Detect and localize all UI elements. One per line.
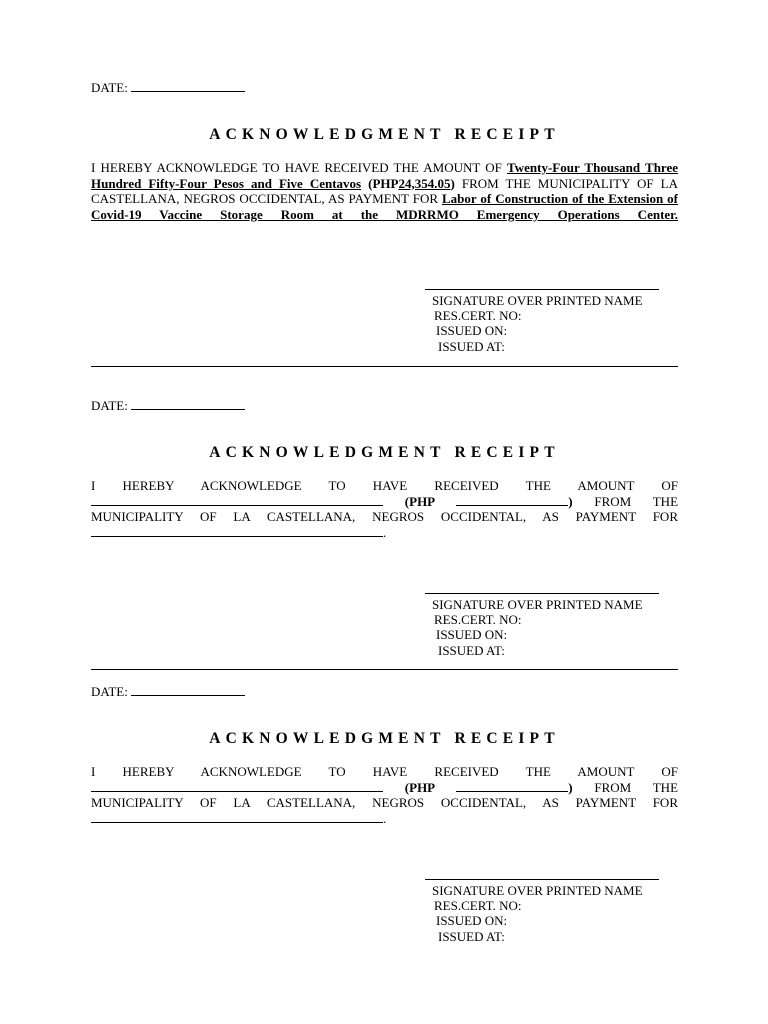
issued-at-label: ISSUED AT: <box>438 338 505 354</box>
body-line-3: MUNICIPALITY OF LA CASTELLANA, NEGROS OCCIDENTAL, AS PAYMENT FOR <box>91 795 678 810</box>
date-row <box>91 80 678 96</box>
php-open: (PHP <box>368 175 399 191</box>
date-row <box>91 398 678 414</box>
date-label: DATE: <box>91 684 128 699</box>
purpose-blank <box>91 525 383 537</box>
body-line-1: I HEREBY ACKNOWLEDGE TO HAVE RECEIVED THE AMOUNT OF <box>91 478 678 493</box>
purpose-blank <box>91 811 383 823</box>
date-label: DATE: <box>91 398 128 413</box>
php-close: ) <box>450 175 455 191</box>
php-label <box>405 780 573 795</box>
issued-at-label: ISSUED AT: <box>438 928 505 944</box>
body-line-2 <box>91 494 678 510</box>
signature-caption: SIGNATURE OVER PRINTED NAME <box>432 883 643 898</box>
signature-line <box>425 879 659 880</box>
body-from: FROM THE <box>594 779 679 795</box>
body-line-2 <box>91 780 678 796</box>
body-line-1: I HEREBY ACKNOWLEDGE TO HAVE RECEIVED THE AMOUNT OF <box>91 764 678 779</box>
period: . <box>383 524 387 540</box>
php-close: ) <box>568 493 573 509</box>
divider <box>91 669 678 670</box>
receipt-3 <box>91 684 679 944</box>
body-from: FROM THE MUNICIPALITY OF LA CASTELLANA, NEGROS OCCIDENTAL, AS PAYMENT FOR <box>91 175 678 206</box>
date-label: DATE: <box>91 80 128 95</box>
period: . <box>383 810 387 826</box>
signature-caption: SIGNATURE OVER PRINTED NAME <box>432 293 643 308</box>
signature-caption: SIGNATURE OVER PRINTED NAME <box>432 597 643 612</box>
body-from: FROM THE <box>594 493 679 509</box>
signature-line <box>425 289 659 290</box>
receipt-body <box>91 478 678 540</box>
receipt-1 <box>91 80 678 354</box>
res-cert-label: RES.CERT. NO: <box>434 308 522 324</box>
amount-figure-blank <box>456 780 568 792</box>
date-blank-line <box>131 684 245 696</box>
signature-block <box>425 289 659 354</box>
php-open: (PHP <box>404 779 435 795</box>
body-line-3: MUNICIPALITY OF LA CASTELLANA, NEGROS OCCIDENTAL, AS PAYMENT FOR <box>91 509 678 524</box>
receipt-2 <box>91 398 679 658</box>
payment-purpose: Labor of Construction of the Extension of Covid-19 Vaccine Storage Room at the MDRRMO Emergency Operations Center. <box>91 191 678 222</box>
receipt-title: ACKNOWLEDGMENT RECEIPT <box>209 126 560 143</box>
amount-figure: 24,354.05 <box>398 175 451 191</box>
receipt-title: ACKNOWLEDGMENT RECEIPT <box>209 730 560 747</box>
date-blank-line <box>131 80 245 92</box>
amount-words-blank <box>91 494 383 506</box>
divider <box>91 366 678 367</box>
php-close: ) <box>568 779 573 795</box>
issued-on-label: ISSUED ON: <box>436 323 508 339</box>
php-open: (PHP <box>404 493 435 509</box>
amount-words-blank <box>91 780 383 792</box>
date-blank-line <box>131 398 245 410</box>
signature-line <box>425 593 659 594</box>
amount-in-words: Twenty-Four Thousand Three Hundred Fifty-Four Pesos and Five Centavos <box>91 160 678 191</box>
body-intro: I HEREBY ACKNOWLEDGE TO HAVE RECEIVED THE AMOUNT OF <box>91 160 502 175</box>
body-line-4 <box>91 811 678 827</box>
amount-figure-blank <box>456 494 568 506</box>
res-cert-label: RES.CERT. NO: <box>434 898 522 914</box>
signature-block <box>425 879 659 944</box>
res-cert-label: RES.CERT. NO: <box>434 612 522 628</box>
body-line-4 <box>91 525 678 541</box>
php-label <box>405 494 573 509</box>
issued-at-label: ISSUED AT: <box>438 642 505 658</box>
issued-on-label: ISSUED ON: <box>436 913 508 929</box>
receipt-body <box>91 764 678 826</box>
date-row <box>91 684 678 700</box>
signature-block <box>425 593 659 658</box>
receipt-title: ACKNOWLEDGMENT RECEIPT <box>209 444 560 461</box>
issued-on-label: ISSUED ON: <box>436 627 508 643</box>
receipt-body <box>91 160 678 222</box>
